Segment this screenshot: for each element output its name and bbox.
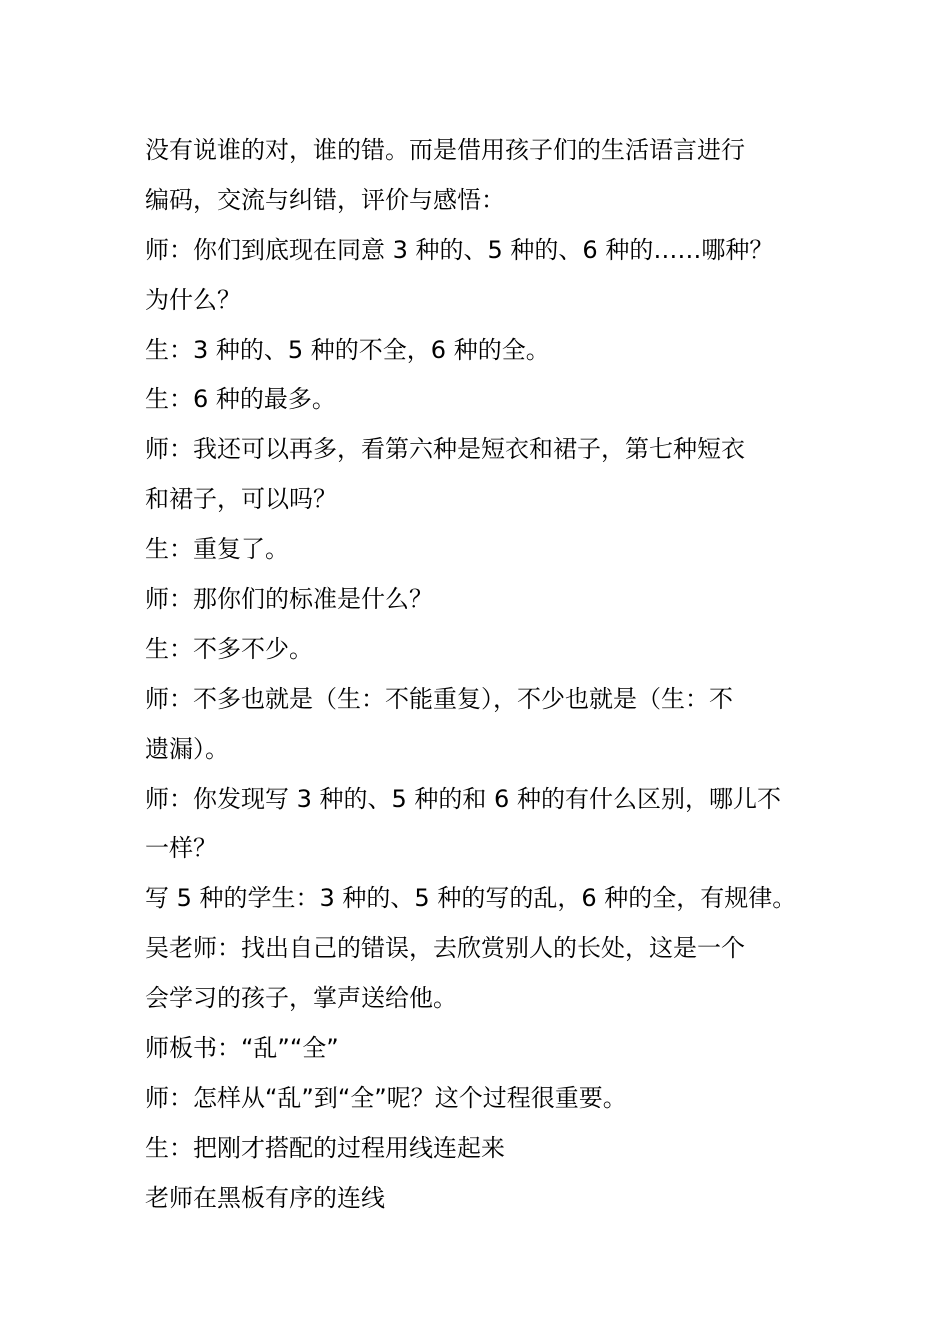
text-line: 师：那你们的标准是什么？ — [145, 585, 433, 614]
text-line: 师：怎样从“乱”到“全”呢？这个过程很重要。 — [145, 1083, 627, 1112]
text-line: 生：不多不少。 — [145, 634, 313, 663]
text-line: 一样？ — [145, 834, 217, 863]
text-line: 为什么？ — [145, 285, 241, 314]
text-line: 会学习的孩子，掌声送给他。 — [145, 984, 457, 1013]
text-line: 生：6 种的最多。 — [145, 385, 336, 414]
text-line: 写 5 种的学生：3 种的、5 种的写的乱，6 种的全，有规律。 — [145, 884, 797, 913]
text-line: 生：3 种的、5 种的不全，6 种的全。 — [145, 335, 550, 364]
text-line: 师：你们到底现在同意 3 种的、5 种的、6 种的……哪种？ — [145, 235, 774, 264]
text-line: 没有说谁的对，谁的错。而是借用孩子们的生活语言进行 — [145, 136, 745, 164]
text-line: 吴老师：找出自己的错误，去欣赏别人的长处，这是一个 — [145, 934, 745, 963]
text-line: 师：不多也就是（生：不能重复），不少也就是（生：不 — [145, 684, 733, 713]
text-line: 遗漏）。 — [145, 734, 229, 763]
text-line: 编码，交流与纠错，评价与感悟： — [145, 185, 505, 214]
text-line: 老师在黑板有序的连线 — [145, 1183, 385, 1212]
text-line: 生：重复了。 — [145, 535, 289, 564]
text-line: 和裙子，可以吗？ — [145, 485, 337, 514]
text-line: 师：你发现写 3 种的、5 种的和 6 种的有什么区别，哪儿不 — [145, 784, 781, 813]
document-body — [145, 126, 825, 1224]
text-line: 师板书：“乱”“全” — [145, 1034, 339, 1063]
text-line: 师：我还可以再多，看第六种是短衣和裙子，第七种短衣 — [145, 435, 745, 464]
text-line: 生：把刚才搭配的过程用线连起来 — [145, 1133, 505, 1162]
